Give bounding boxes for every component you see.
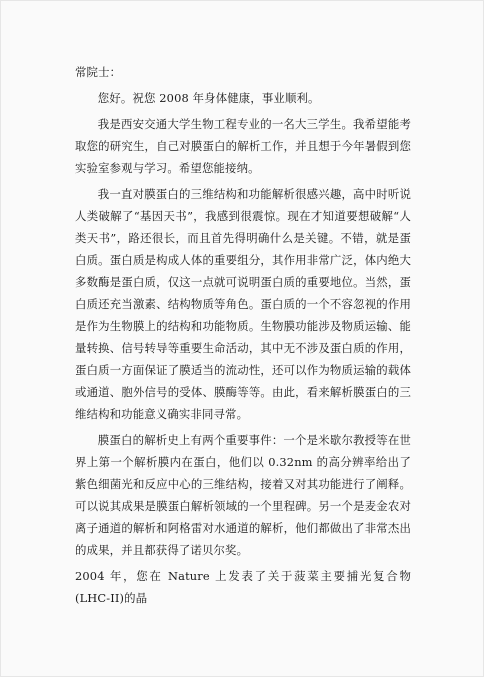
paragraph-interest: 我一直对膜蛋白的三维结构和功能解析很感兴趣，高中时听说人类破解了“基因天书”，我感到很震惊。现在才知道要想破解“人类天书”，路还很长，而且首先得明确什么是关键。不错，就是蛋白质。蛋白质是构成人体的重要组分，其作用非常广泛，体内绝大多数酶是蛋白质，仅这一点就可说明蛋白质的重要地位。当然，蛋白质还充当激素、结构物质等角色。蛋白质的一个不容忽视的作用是作为生物膜上的结构和功能物质。生物膜功能涉及物质运输、能量转换、信号转导等重要生命活动，其中无不涉及蛋白质的作用，蛋白质一方面保证了膜适当的流动性，还可以作为物质运输的载体或通道、胞外信号的受体、膜酶等等。由此，看来解析膜蛋白的三维结构和功能意义确实非同寻常。 — [75, 187, 411, 421]
paragraph-introduction: 我是西安交通大学生物工程专业的一名大三学生。我希望能考取您的研究生，自己对膜蛋白的解析工作，并且想于今年暑假到您实验室参观与学习。希望您能接纳。 — [75, 117, 411, 175]
salutation: 常院士： — [75, 65, 122, 79]
paragraph-greeting: 您好。祝您 2008 年身体健康，事业顺利。 — [97, 91, 320, 105]
paragraph-2004: 2004 年，您在 Nature 上发表了关于菠菜主要捕光复合物(LHC-II)的晶 — [75, 569, 411, 605]
letter-body — [75, 61, 411, 609]
paragraph-history: 膜蛋白的解析史上有两个重要事件：一个是米歇尔教授等在世界上第一个解析膜内在蛋白，他们以 0.32nm 的高分辨率给出了紫色细菌光和反应中心的三维结构，接着又对其功能进行了阐释。可以说其成果是膜蛋白解析领域的一个里程碑。另一个是麦金农对离子通道的解析和阿格雷对水通道的解析，他们都做出了非常杰出的成果，并且都获得了诺贝尔奖。 — [75, 433, 411, 557]
